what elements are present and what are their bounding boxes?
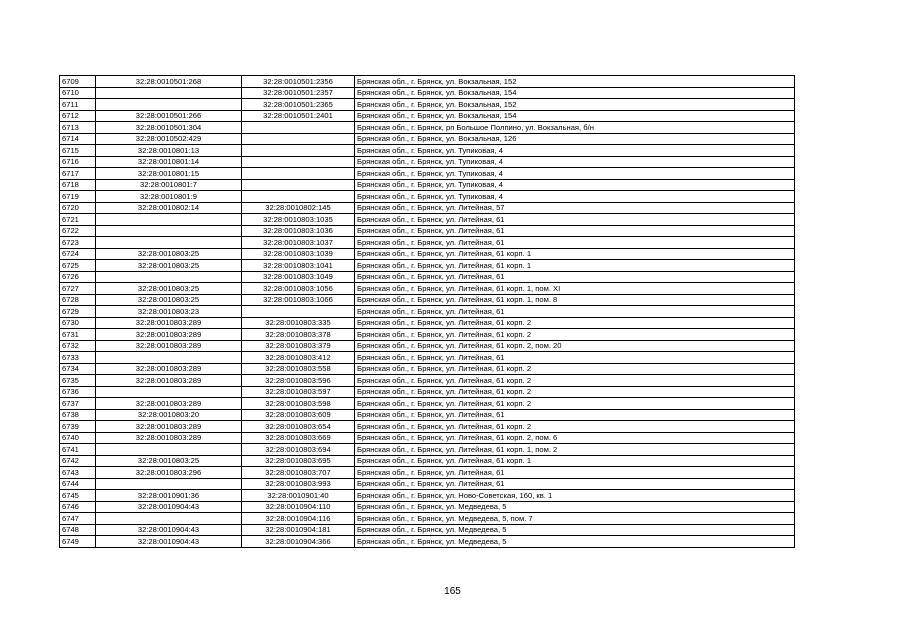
- row-number-cell: 6727: [60, 283, 96, 295]
- table-row: [60, 409, 795, 421]
- table-row: [60, 294, 795, 306]
- row-number-cell: 6748: [60, 524, 96, 536]
- row-number-cell: 6734: [60, 363, 96, 375]
- table-row: [60, 110, 795, 122]
- cadastral-number-cell: 32:28:0010803:289: [96, 329, 242, 341]
- object-number-cell: 32:28:0010501:2401: [242, 110, 355, 122]
- table-row: [60, 99, 795, 111]
- object-number-cell: 32:28:0010803:1041: [242, 260, 355, 272]
- table-row: [60, 363, 795, 375]
- row-number-cell: 6712: [60, 110, 96, 122]
- table-row: [60, 168, 795, 180]
- row-number-cell: 6726: [60, 271, 96, 283]
- table-row: [60, 202, 795, 214]
- table-row: [60, 398, 795, 410]
- object-number-cell: 32:28:0010803:1056: [242, 283, 355, 295]
- table-row: [60, 375, 795, 387]
- address-cell: Брянская обл., г. Брянск, ул. Литейная, 61: [355, 409, 795, 421]
- row-number-cell: 6742: [60, 455, 96, 467]
- cadastral-number-cell: 32:28:0010803:25: [96, 248, 242, 260]
- object-number-cell: 32:28:0010803:669: [242, 432, 355, 444]
- object-number-cell: 32:28:0010803:609: [242, 409, 355, 421]
- address-cell: Брянская обл., г. Брянск, ул. Тупиковая, 4: [355, 191, 795, 203]
- row-number-cell: 6723: [60, 237, 96, 249]
- cadastral-number-cell: 32:28:0010802:14: [96, 202, 242, 214]
- address-cell: Брянская обл., г. Брянск, ул. Литейная, 61 корп. 2, пом. 20: [355, 340, 795, 352]
- table-row: [60, 329, 795, 341]
- row-number-cell: 6725: [60, 260, 96, 272]
- address-cell: Брянская обл., г. Брянск, ул. Литейная, 61 корп. 2: [355, 329, 795, 341]
- property-registry-table: [59, 75, 795, 548]
- row-number-cell: 6749: [60, 536, 96, 548]
- object-number-cell: [242, 145, 355, 157]
- object-number-cell: 32:28:0010803:707: [242, 467, 355, 479]
- row-number-cell: 6747: [60, 513, 96, 525]
- address-cell: Брянская обл., г. Брянск, ул. Литейная, 61: [355, 214, 795, 226]
- address-cell: Брянская обл., г. Брянск, рп Большое Полпино, ул. Вокзальная, б/н: [355, 122, 795, 134]
- table-row: [60, 524, 795, 536]
- address-cell: Брянская обл., г. Брянск, ул. Тупиковая, 4: [355, 168, 795, 180]
- table-row: [60, 490, 795, 502]
- cadastral-number-cell: 32:28:0010803:289: [96, 421, 242, 433]
- row-number-cell: 6730: [60, 317, 96, 329]
- address-cell: Брянская обл., г. Брянск, ул. Вокзальная, 152: [355, 99, 795, 111]
- object-number-cell: 32:28:0010501:2357: [242, 87, 355, 99]
- cadastral-number-cell: 32:28:0010801:14: [96, 156, 242, 168]
- registry-table-body: [60, 76, 795, 548]
- cadastral-number-cell: 32:28:0010904:43: [96, 536, 242, 548]
- object-number-cell: 32:28:0010803:335: [242, 317, 355, 329]
- table-row: [60, 225, 795, 237]
- cadastral-number-cell: 32:28:0010803:25: [96, 260, 242, 272]
- object-number-cell: [242, 133, 355, 145]
- address-cell: Брянская обл., г. Брянск, ул. Тупиковая, 4: [355, 156, 795, 168]
- cadastral-number-cell: 32:28:0010803:289: [96, 398, 242, 410]
- object-number-cell: 32:28:0010803:558: [242, 363, 355, 375]
- object-number-cell: 32:28:0010803:598: [242, 398, 355, 410]
- row-number-cell: 6717: [60, 168, 96, 180]
- object-number-cell: 32:28:0010803:1035: [242, 214, 355, 226]
- object-number-cell: 32:28:0010803:597: [242, 386, 355, 398]
- table-row: [60, 156, 795, 168]
- address-cell: Брянская обл., г. Брянск, ул. Литейная, 61 корп. 1, пом. 2: [355, 444, 795, 456]
- row-number-cell: 6729: [60, 306, 96, 318]
- table-row: [60, 191, 795, 203]
- address-cell: Брянская обл., г. Брянск, ул. Литейная, 61 корп. 2: [355, 363, 795, 375]
- table-row: [60, 145, 795, 157]
- address-cell: Брянская обл., г. Брянск, ул. Вокзальная, 154: [355, 110, 795, 122]
- table-row: [60, 179, 795, 191]
- cadastral-number-cell: 32:28:0010803:23: [96, 306, 242, 318]
- object-number-cell: 32:28:0010501:2365: [242, 99, 355, 111]
- cadastral-number-cell: [96, 225, 242, 237]
- row-number-cell: 6731: [60, 329, 96, 341]
- cadastral-number-cell: 32:28:0010501:304: [96, 122, 242, 134]
- row-number-cell: 6738: [60, 409, 96, 421]
- address-cell: Брянская обл., г. Брянск, ул. Литейная, 61 корп. 2: [355, 375, 795, 387]
- table-row: [60, 248, 795, 260]
- object-number-cell: 32:28:0010904:181: [242, 524, 355, 536]
- cadastral-number-cell: [96, 99, 242, 111]
- cadastral-number-cell: [96, 237, 242, 249]
- address-cell: Брянская обл., г. Брянск, ул. Тупиковая, 4: [355, 145, 795, 157]
- object-number-cell: 32:28:0010901:40: [242, 490, 355, 502]
- row-number-cell: 6739: [60, 421, 96, 433]
- row-number-cell: 6713: [60, 122, 96, 134]
- object-number-cell: 32:28:0010803:1036: [242, 225, 355, 237]
- cadastral-number-cell: [96, 87, 242, 99]
- address-cell: Брянская обл., г. Брянск, ул. Литейная, 61 корп. 2, пом. 6: [355, 432, 795, 444]
- row-number-cell: 6736: [60, 386, 96, 398]
- row-number-cell: 6737: [60, 398, 96, 410]
- cadastral-number-cell: [96, 444, 242, 456]
- object-number-cell: 32:28:0010803:596: [242, 375, 355, 387]
- table-row: [60, 260, 795, 272]
- address-cell: Брянская обл., г. Брянск, ул. Литейная, 61 корп. 1: [355, 260, 795, 272]
- cadastral-number-cell: 32:28:0010904:43: [96, 524, 242, 536]
- object-number-cell: 32:28:0010803:993: [242, 478, 355, 490]
- object-number-cell: 32:28:0010501:2356: [242, 76, 355, 88]
- object-number-cell: [242, 122, 355, 134]
- cadastral-number-cell: [96, 386, 242, 398]
- object-number-cell: 32:28:0010803:1066: [242, 294, 355, 306]
- cadastral-number-cell: [96, 271, 242, 283]
- table-row: [60, 467, 795, 479]
- address-cell: Брянская обл., г. Брянск, ул. Литейная, 61 корп. 2: [355, 317, 795, 329]
- row-number-cell: 6743: [60, 467, 96, 479]
- object-number-cell: 32:28:0010803:694: [242, 444, 355, 456]
- table-row: [60, 501, 795, 513]
- cadastral-number-cell: 32:28:0010501:268: [96, 76, 242, 88]
- address-cell: Брянская обл., г. Брянск, ул. Медведева, 5: [355, 524, 795, 536]
- table-row: [60, 421, 795, 433]
- address-cell: Брянская обл., г. Брянск, ул. Литейная, 61: [355, 306, 795, 318]
- object-number-cell: [242, 306, 355, 318]
- address-cell: Брянская обл., г. Брянск, ул. Медведева, 5: [355, 501, 795, 513]
- row-number-cell: 6740: [60, 432, 96, 444]
- table-row: [60, 455, 795, 467]
- table-row: [60, 513, 795, 525]
- table-row: [60, 76, 795, 88]
- cadastral-number-cell: 32:28:0010901:36: [96, 490, 242, 502]
- object-number-cell: 32:28:0010803:1049: [242, 271, 355, 283]
- row-number-cell: 6714: [60, 133, 96, 145]
- object-number-cell: 32:28:0010803:695: [242, 455, 355, 467]
- object-number-cell: 32:28:0010904:116: [242, 513, 355, 525]
- table-row: [60, 87, 795, 99]
- table-row: [60, 271, 795, 283]
- cadastral-number-cell: 32:28:0010904:43: [96, 501, 242, 513]
- address-cell: Брянская обл., г. Брянск, ул. Вокзальная, 152: [355, 76, 795, 88]
- address-cell: Брянская обл., г. Брянск, ул. Литейная, 61 корп. 1, пом. XI: [355, 283, 795, 295]
- table-row: [60, 306, 795, 318]
- cadastral-number-cell: [96, 513, 242, 525]
- table-row: [60, 478, 795, 490]
- cadastral-number-cell: 32:28:0010502:429: [96, 133, 242, 145]
- row-number-cell: 6728: [60, 294, 96, 306]
- row-number-cell: 6722: [60, 225, 96, 237]
- address-cell: Брянская обл., г. Брянск, ул. Литейная, 61 корп. 1, пом. 8: [355, 294, 795, 306]
- table-row: [60, 444, 795, 456]
- cadastral-number-cell: 32:28:0010803:289: [96, 340, 242, 352]
- row-number-cell: 6716: [60, 156, 96, 168]
- address-cell: Брянская обл., г. Брянск, ул. Литейная, 61: [355, 271, 795, 283]
- row-number-cell: 6724: [60, 248, 96, 260]
- row-number-cell: 6733: [60, 352, 96, 364]
- table-row: [60, 432, 795, 444]
- row-number-cell: 6718: [60, 179, 96, 191]
- address-cell: Брянская обл., г. Брянск, ул. Вокзальная, 126: [355, 133, 795, 145]
- address-cell: Брянская обл., г. Брянск, ул. Тупиковая, 4: [355, 179, 795, 191]
- cadastral-number-cell: 32:28:0010803:25: [96, 455, 242, 467]
- table-row: [60, 340, 795, 352]
- cadastral-number-cell: 32:28:0010803:289: [96, 375, 242, 387]
- address-cell: Брянская обл., г. Брянск, ул. Литейная, 61: [355, 237, 795, 249]
- table-row: [60, 536, 795, 548]
- table-row: [60, 214, 795, 226]
- address-cell: Брянская обл., г. Брянск, ул. Литейная, 61 корп. 2: [355, 421, 795, 433]
- row-number-cell: 6744: [60, 478, 96, 490]
- row-number-cell: 6732: [60, 340, 96, 352]
- cadastral-number-cell: 32:28:0010801:15: [96, 168, 242, 180]
- row-number-cell: 6710: [60, 87, 96, 99]
- address-cell: Брянская обл., г. Брянск, ул. Ново-Советская, 160, кв. 1: [355, 490, 795, 502]
- row-number-cell: 6745: [60, 490, 96, 502]
- row-number-cell: 6735: [60, 375, 96, 387]
- row-number-cell: 6746: [60, 501, 96, 513]
- cadastral-number-cell: 32:28:0010803:20: [96, 409, 242, 421]
- object-number-cell: 32:28:0010904:110: [242, 501, 355, 513]
- address-cell: Брянская обл., г. Брянск, ул. Медведева, 5: [355, 536, 795, 548]
- cadastral-number-cell: 32:28:0010803:25: [96, 283, 242, 295]
- table-row: [60, 237, 795, 249]
- table-row: [60, 133, 795, 145]
- row-number-cell: 6720: [60, 202, 96, 214]
- object-number-cell: 32:28:0010904:366: [242, 536, 355, 548]
- cadastral-number-cell: 32:28:0010803:296: [96, 467, 242, 479]
- address-cell: Брянская обл., г. Брянск, ул. Литейная, 61 корп. 1: [355, 248, 795, 260]
- cadastral-number-cell: 32:28:0010801:9: [96, 191, 242, 203]
- object-number-cell: 32:28:0010802:145: [242, 202, 355, 214]
- cadastral-number-cell: 32:28:0010501:266: [96, 110, 242, 122]
- object-number-cell: [242, 156, 355, 168]
- table-row: [60, 122, 795, 134]
- row-number-cell: 6711: [60, 99, 96, 111]
- cadastral-number-cell: 32:28:0010803:289: [96, 432, 242, 444]
- address-cell: Брянская обл., г. Брянск, ул. Вокзальная, 154: [355, 87, 795, 99]
- object-number-cell: 32:28:0010803:1037: [242, 237, 355, 249]
- address-cell: Брянская обл., г. Брянск, ул. Литейная, 61: [355, 478, 795, 490]
- cadastral-number-cell: [96, 352, 242, 364]
- table-row: [60, 283, 795, 295]
- address-cell: Брянская обл., г. Брянск, ул. Литейная, 61 корп. 2: [355, 386, 795, 398]
- table-row: [60, 317, 795, 329]
- address-cell: Брянская обл., г. Брянск, ул. Медведева, 5, пом. 7: [355, 513, 795, 525]
- cadastral-number-cell: 32:28:0010803:25: [96, 294, 242, 306]
- object-number-cell: [242, 179, 355, 191]
- table-row: [60, 386, 795, 398]
- cadastral-number-cell: 32:28:0010801:7: [96, 179, 242, 191]
- row-number-cell: 6741: [60, 444, 96, 456]
- row-number-cell: 6719: [60, 191, 96, 203]
- cadastral-number-cell: [96, 214, 242, 226]
- row-number-cell: 6709: [60, 76, 96, 88]
- row-number-cell: 6715: [60, 145, 96, 157]
- address-cell: Брянская обл., г. Брянск, ул. Литейная, 61: [355, 352, 795, 364]
- address-cell: Брянская обл., г. Брянск, ул. Литейная, 61: [355, 225, 795, 237]
- cadastral-number-cell: 32:28:0010801:13: [96, 145, 242, 157]
- object-number-cell: 32:28:0010803:379: [242, 340, 355, 352]
- address-cell: Брянская обл., г. Брянск, ул. Литейная, 61 корп. 2: [355, 398, 795, 410]
- cadastral-number-cell: 32:28:0010803:289: [96, 317, 242, 329]
- address-cell: Брянская обл., г. Брянск, ул. Литейная, 61: [355, 467, 795, 479]
- address-cell: Брянская обл., г. Брянск, ул. Литейная, 61 корп. 1: [355, 455, 795, 467]
- cadastral-number-cell: 32:28:0010803:289: [96, 363, 242, 375]
- object-number-cell: 32:28:0010803:378: [242, 329, 355, 341]
- object-number-cell: 32:28:0010803:654: [242, 421, 355, 433]
- table-row: [60, 352, 795, 364]
- object-number-cell: 32:28:0010803:412: [242, 352, 355, 364]
- address-cell: Брянская обл., г. Брянск, ул. Литейная, 57: [355, 202, 795, 214]
- cadastral-number-cell: [96, 478, 242, 490]
- page-number: 165: [444, 586, 461, 597]
- object-number-cell: [242, 191, 355, 203]
- object-number-cell: 32:28:0010803:1039: [242, 248, 355, 260]
- row-number-cell: 6721: [60, 214, 96, 226]
- object-number-cell: [242, 168, 355, 180]
